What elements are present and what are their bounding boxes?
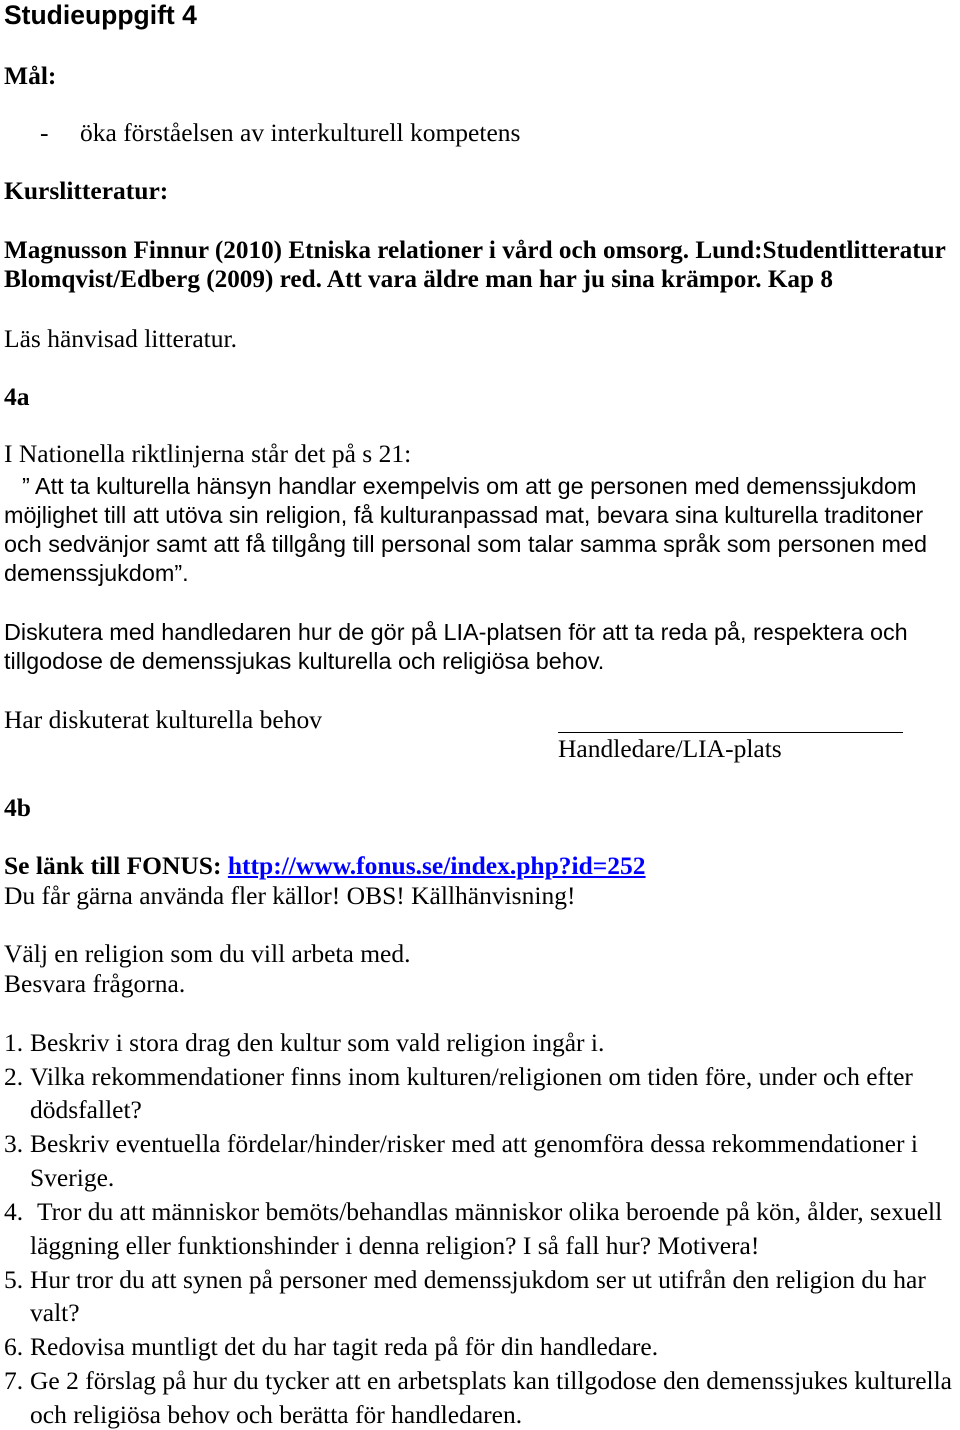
question-text: Ge 2 förslag på hur du tycker att en arbetsplats kan tillgodose den demenssjukes kulturella bbox=[30, 1366, 952, 1395]
question-number: 4. bbox=[4, 1197, 24, 1226]
discussion-line: tillgodose de demenssjukas kulturella och religiösa behov. bbox=[4, 648, 605, 674]
quote-line: demenssjukdom”. bbox=[4, 560, 189, 586]
literature-reference: Blomqvist/Edberg (2009) red. Att vara äldre man har ju sina krämpor. Kap 8 bbox=[4, 266, 833, 293]
page-title: Studieuppgift 4 bbox=[4, 0, 197, 30]
literature-instruction: Läs hänvisad litteratur. bbox=[4, 324, 237, 353]
instruction-line: Välj en religion som du vill arbeta med. bbox=[4, 939, 411, 968]
task-4b-heading: 4b bbox=[4, 793, 31, 822]
question-text: Redovisa muntligt det du har tagit reda på för din handledare. bbox=[30, 1332, 659, 1361]
fonus-link-prefix: Se länk till FONUS: bbox=[4, 851, 228, 880]
question-text: läggning eller funktionshinder i denna religion? I så fall hur? Motivera! bbox=[30, 1231, 760, 1260]
question-text: dödsfallet? bbox=[30, 1095, 142, 1124]
question-number: 5. bbox=[4, 1265, 24, 1294]
question-number: 1. bbox=[4, 1028, 24, 1057]
question-text: Beskriv i stora drag den kultur som vald religion ingår i. bbox=[30, 1028, 605, 1057]
sources-note: Du får gärna använda fler källor! OBS! Källhänvisning! bbox=[4, 881, 576, 910]
question-number: 3. bbox=[4, 1129, 24, 1158]
instruction-line: Besvara frågorna. bbox=[4, 969, 186, 998]
question-number: 2. bbox=[4, 1062, 24, 1091]
discussion-line: Diskutera med handledaren hur de gör på LIA-platsen för att ta reda på, respektera och bbox=[4, 619, 908, 645]
question-text: Tror du att människor bemöts/behandlas människor olika beroende på kön, ålder, sexuell bbox=[37, 1197, 943, 1226]
question-text: Beskriv eventuella fördelar/hinder/risker med att genomföra dessa rekommendationer i bbox=[30, 1129, 918, 1158]
question-text: Hur tror du att synen på personer med demenssjukdom ser ut utifrån den religion du har bbox=[30, 1265, 926, 1294]
signature-line bbox=[558, 732, 903, 733]
fonus-link[interactable]: http://www.fonus.se/index.php?id=252 bbox=[227, 851, 646, 880]
goal-heading: Mål: bbox=[4, 61, 57, 90]
question-text: valt? bbox=[30, 1298, 80, 1327]
quote-line: möjlighet till att utöva sin religion, få kulturanpassad mat, bevara sina kulturella traditoner bbox=[4, 502, 924, 528]
literature-heading: Kurslitteratur: bbox=[4, 176, 169, 205]
goal-item: öka förståelsen av interkulturell kompetens bbox=[80, 118, 521, 147]
quote-line: ” Att ta kulturella hänsyn handlar exempelvis om att ge personen med demenssjukdom bbox=[22, 473, 917, 499]
question-text: och religiösa behov och berätta för handledaren. bbox=[30, 1400, 523, 1429]
sign-label: Har diskuterat kulturella behov bbox=[4, 705, 322, 734]
quote-line: och sedvänjor samt att få tillgång till personal som talar samma språk som personen med bbox=[4, 531, 928, 557]
signature-caption: Handledare/LIA-plats bbox=[558, 734, 782, 763]
question-number: 7. bbox=[4, 1366, 24, 1395]
task-4a-heading: 4a bbox=[4, 382, 30, 411]
question-number: 6. bbox=[4, 1332, 24, 1361]
question-text: Vilka rekommendationer finns inom kulturen/religionen om tiden före, under och efter bbox=[30, 1062, 913, 1091]
fonus-link-row bbox=[4, 851, 646, 881]
goal-bullet: - bbox=[40, 118, 49, 147]
question-text: Sverige. bbox=[30, 1163, 115, 1192]
task-4a-intro: I Nationella riktlinjerna står det på s 21: bbox=[4, 439, 412, 468]
literature-reference: Magnusson Finnur (2010) Etniska relationer i vård och omsorg. Lund:Studentlitteratur bbox=[4, 237, 946, 264]
